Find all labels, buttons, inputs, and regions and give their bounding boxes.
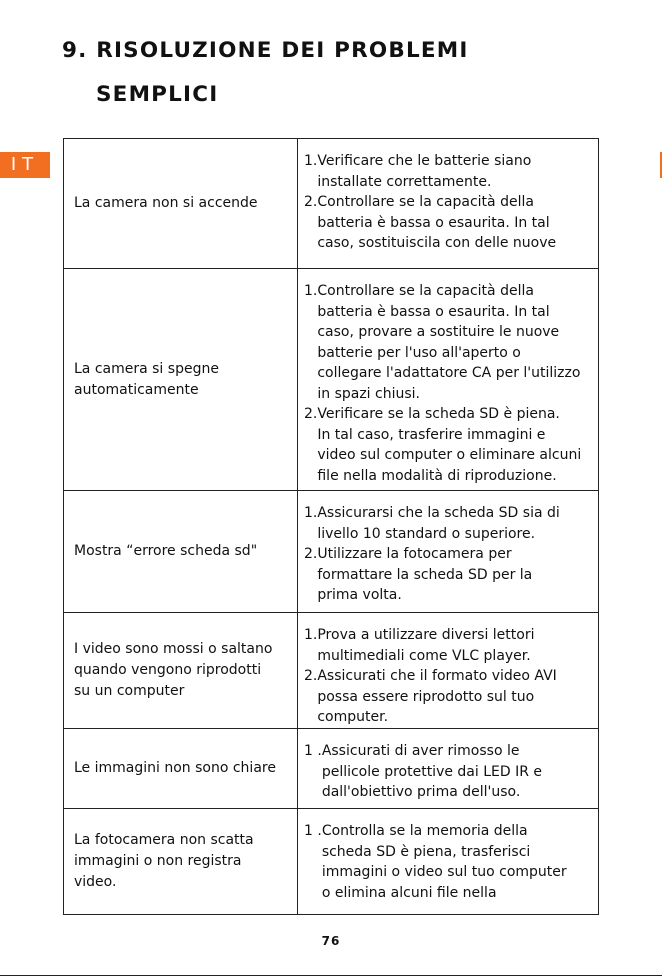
table-row	[64, 491, 598, 613]
solution-text: Assicurati di aver rimosso le pellicole protettive dai LED IR e dall'obiettivo prima dell'uso.	[321, 743, 543, 800]
solution-cell	[304, 625, 598, 728]
solution-item	[304, 821, 598, 903]
table-row	[64, 613, 598, 729]
solution-number: 1.	[304, 153, 318, 169]
solution-number: 2.	[304, 668, 318, 684]
table-row	[64, 139, 598, 269]
solution-text: Controlla se la memoria della scheda SD è piena, trasferisci immagini o video sul tuo computer o elimina alcuni file nella	[321, 823, 567, 901]
solution-number: 2.	[304, 194, 318, 210]
solution-item	[304, 625, 598, 666]
solution-text: Controllare se la capacità della batteria è bassa o esaurita. In tal caso, sostituiscila con delle nuove	[317, 194, 557, 251]
solution-number: 1.	[304, 627, 318, 643]
solution-item	[304, 192, 598, 254]
table-row	[64, 269, 598, 491]
solution-cell	[304, 741, 598, 803]
title-line-1: 9. RISOLUZIONE DEI PROBLEMI	[62, 38, 469, 63]
solution-number: 2.	[304, 406, 318, 422]
solution-item	[304, 741, 598, 803]
solution-text: Utilizzare la fotocamera per formattare la scheda SD per la prima volta.	[317, 546, 533, 603]
problem-cell: La fotocamera non scatta immagini o non registra video.	[74, 832, 254, 890]
solution-item	[304, 281, 598, 404]
solution-cell	[304, 281, 598, 486]
problem-cell: Le immagini non sono chiare	[74, 760, 276, 776]
solution-text: Verificare che le batterie siano installate correttamente.	[317, 153, 532, 190]
troubleshooting-table	[63, 138, 599, 915]
solution-item	[304, 404, 598, 486]
language-tab: IT	[0, 152, 50, 178]
solution-item	[304, 666, 598, 728]
problem-cell: La camera si spegne automaticamente	[74, 360, 219, 398]
solution-number: 1.	[304, 505, 318, 521]
solution-cell	[304, 151, 598, 254]
solution-text: Prova a utilizzare diversi lettori multimediali come VLC player.	[317, 627, 535, 664]
table-row	[64, 809, 598, 914]
solution-number: 2.	[304, 546, 318, 562]
solution-text: Controllare se la capacità della batteria è bassa o esaurita. In tal caso, provare a sostituire le nuove batterie per l'uso all'aperto o collegare l'adattatore CA per l'utilizzo in spazi chiusi.	[317, 283, 581, 402]
solution-number: 1.	[304, 283, 318, 299]
solution-text: Assicurati che il formato video AVI possa essere riprodotto sul tuo computer.	[317, 668, 557, 725]
title-line-2: SEMPLICI	[96, 82, 219, 107]
table-row	[64, 729, 598, 809]
solution-text: Verificare se la scheda SD è piena. In tal caso, trasferire immagini e video sul computer o eliminare alcuni file nella modalità di riproduzione.	[317, 406, 582, 484]
solution-number: 1 .	[304, 823, 322, 839]
problem-cell: I video sono mossi o saltano quando vengono riprodotti su un computer	[74, 641, 273, 699]
problem-cell: Mostra “errore scheda sd"	[74, 543, 258, 559]
solution-item	[304, 544, 598, 606]
solution-item	[304, 151, 598, 192]
solution-cell	[304, 503, 598, 606]
solution-item	[304, 503, 598, 544]
page-title	[62, 36, 469, 110]
problem-cell: La camera non si accende	[74, 195, 258, 211]
solution-number: 1 .	[304, 743, 322, 759]
solution-text: Assicurarsi che la scheda SD sia di livello 10 standard o superiore.	[317, 505, 560, 542]
solution-cell	[304, 821, 598, 903]
page-number: 76	[321, 934, 341, 948]
bottom-rule	[0, 975, 662, 976]
